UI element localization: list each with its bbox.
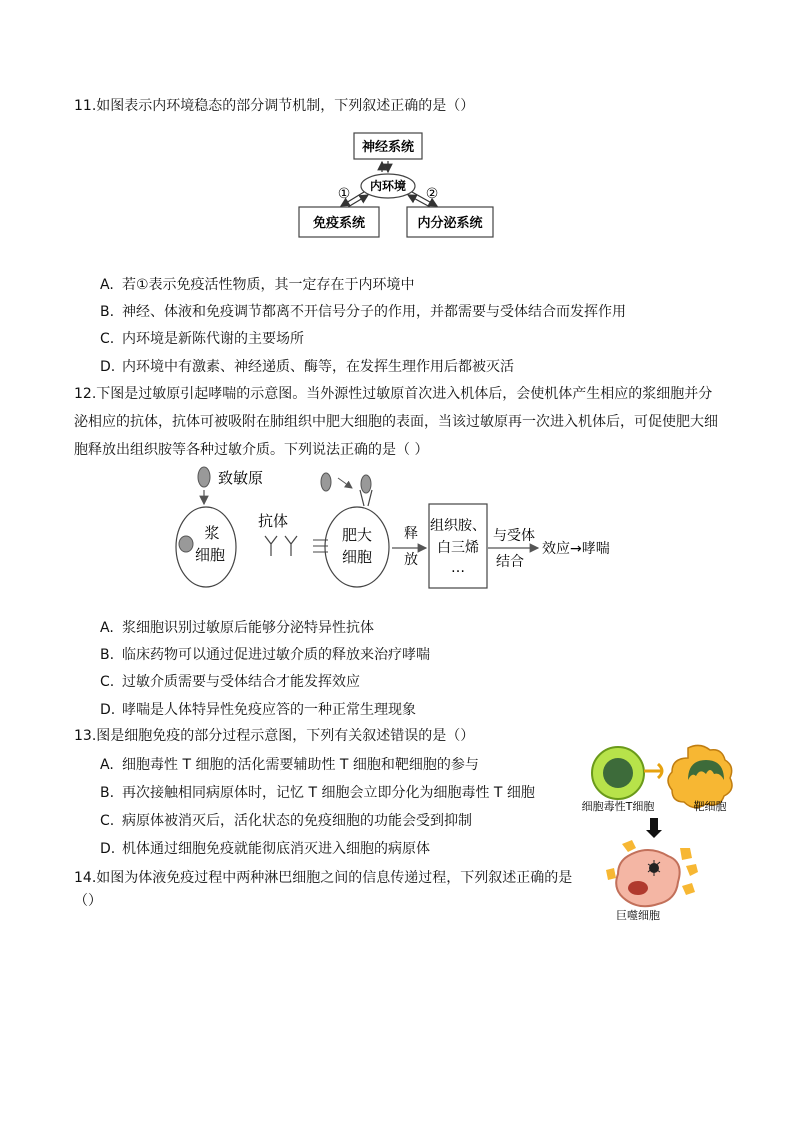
q11-node-center: 内环境: [369, 179, 407, 193]
q12-option-d: D. 哮喘是人体特异性免疫应答的一种正常生理现象: [100, 702, 416, 718]
q13-option-b: B. 再次接触相同病原体时，记忆 T 细胞会立即分化为细胞毒性 T 细胞: [100, 785, 535, 801]
q12-bind-label-1: 与受体: [493, 528, 535, 544]
q12-bind-label-2: 结合: [496, 554, 524, 570]
q12-antibody-label: 抗体: [258, 512, 289, 530]
q11-diagram: [296, 128, 496, 244]
q12-mediators-1: 组织胺、: [430, 518, 486, 534]
q11-option-d: D. 内环境中有激素、神经递质、酶等，在发挥生理作用后都被灭活: [100, 359, 514, 375]
q11-option-a: A. 若①表示免疫活性物质，其一定存在于内环境中: [100, 277, 415, 293]
q12-mediators-2: 白三烯: [437, 540, 479, 556]
q11-mark-2: ②: [425, 186, 439, 202]
q12-effect-label: 效应→哮喘: [542, 541, 610, 557]
q11-node-top: 神经系统: [361, 140, 415, 155]
q12-stem: 12.下图是过敏原引起哮喘的示意图。当外源性过敏原首次进入机体后，会使机体产生相应的浆细胞并分泌相应的抗体，抗体可被吸附在肺组织中肥大细胞的表面，当该过敏原再一次进入机体后，可促使肥大细胞释放出组织胺等各种过敏介质。下列说法正确的是（ ）: [74, 386, 718, 458]
q13-diagram: [578, 738, 758, 924]
q12-option-c: C. 过敏介质需要与受体结合才能发挥效应: [100, 674, 360, 690]
q12-allergen-label: 致敏原: [218, 469, 264, 487]
q11-option-c: C. 内环境是新陈代谢的主要场所: [100, 331, 304, 347]
q12-plasma-label-2: 细胞: [194, 546, 226, 564]
q13-label-target: 靶细胞: [693, 800, 727, 813]
q12-mediators-3: …: [451, 560, 465, 576]
q12-plasma-label-1: 浆: [204, 524, 220, 542]
q12-option-b: B. 临床药物可以通过促进过敏介质的释放来治疗哮喘: [100, 647, 430, 663]
q12-mast-label-1: 肥大: [341, 526, 373, 544]
q13-stem: 13.图是细胞免疫的部分过程示意图，下列有关叙述错误的是（）: [74, 728, 475, 744]
q12-diagram: [170, 462, 630, 592]
q11-stem: 11.如图表示内环境稳态的部分调节机制，下列叙述正确的是（）: [74, 98, 475, 114]
q12-option-a: A. 浆细胞识别过敏原后能够分泌特异性抗体: [100, 620, 374, 636]
q13-option-d: D. 机体通过细胞免疫就能彻底消灭进入细胞的病原体: [100, 841, 430, 857]
q12-release-label-2: 放: [404, 552, 418, 568]
q12-release-label-1: 释: [404, 526, 418, 542]
q11-option-b: B. 神经、体液和免疫调节都离不开信号分子的作用，并都需要与受体结合而发挥作用: [100, 304, 626, 320]
q13-label-macrophage: 巨噬细胞: [616, 909, 660, 922]
q11-node-right: 内分泌系统: [417, 216, 483, 231]
q14-stem-line1: 14.如图为体液免疫过程中两种淋巴细胞之间的信息传递过程，下列叙述正确的是: [74, 870, 573, 886]
q14-stem-line2: （）: [74, 893, 102, 909]
q13-option-a: A. 细胞毒性 T 细胞的活化需要辅助性 T 细胞和靶细胞的参与: [100, 757, 479, 773]
q11-mark-1: ①: [337, 186, 351, 202]
q13-label-cytotoxic: 细胞毒性T细胞: [581, 800, 655, 813]
q11-node-left: 免疫系统: [312, 216, 366, 231]
q13-option-c: C. 病原体被消灭后，活化状态的免疫细胞的功能会受到抑制: [100, 813, 472, 829]
q12-mast-label-2: 细胞: [341, 548, 373, 566]
